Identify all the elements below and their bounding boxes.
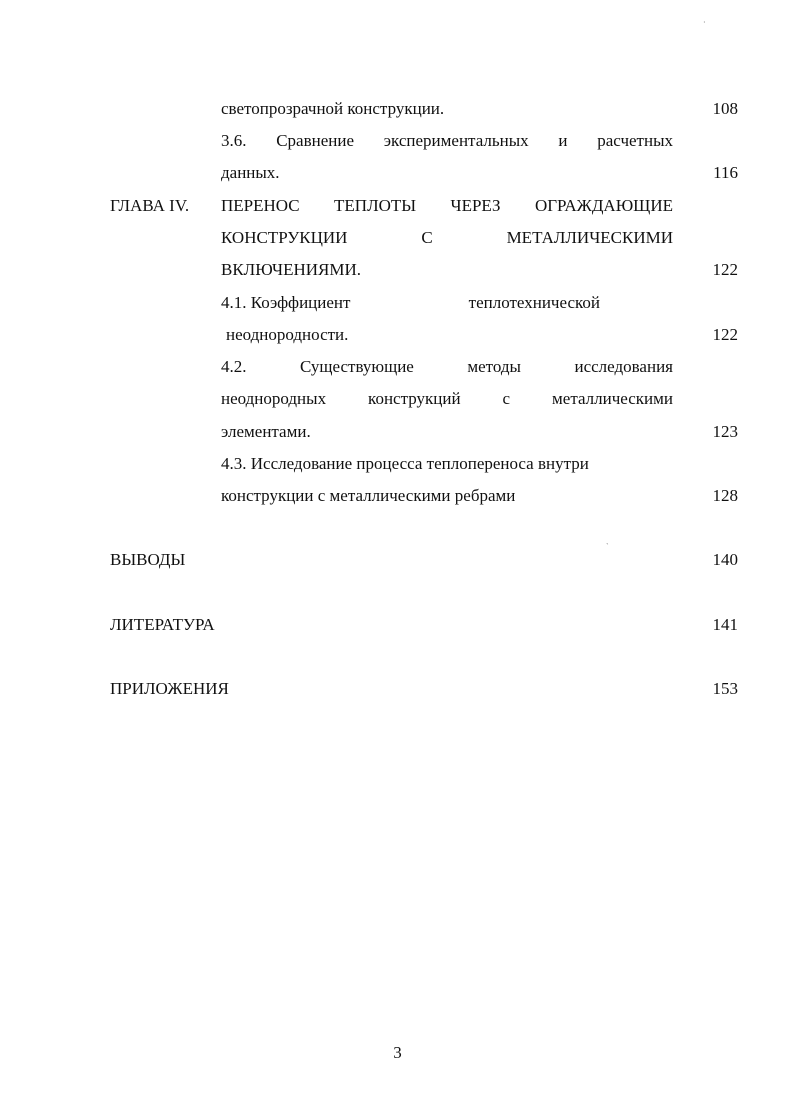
appendices-label: ПРИЛОЖЕНИЯ bbox=[110, 679, 229, 698]
toc-word: и bbox=[558, 131, 568, 150]
toc-entry-3-6-line1 bbox=[221, 130, 673, 152]
toc-entry-4-2-line2 bbox=[221, 388, 673, 410]
chapter-4-title-line1 bbox=[221, 195, 673, 217]
toc-word: ЧЕРЕЗ bbox=[450, 196, 501, 215]
toc-word: расчетных bbox=[597, 131, 673, 150]
toc-entry-4-2-line3: элементами. bbox=[221, 422, 311, 441]
chapter-4-label: ГЛАВА IV. bbox=[110, 196, 190, 215]
toc-word: экспериментальных bbox=[383, 131, 529, 150]
toc-entry-4-2-line1 bbox=[221, 356, 673, 378]
chapter-4-title-line3: ВКЛЮЧЕНИЯМИ. bbox=[221, 260, 362, 279]
toc-entry-3-5-page: 108 bbox=[712, 99, 738, 118]
toc-entry-3-6-page: 116 bbox=[713, 163, 738, 182]
footer-page-number: 3 bbox=[393, 1043, 402, 1062]
literature-label: ЛИТЕРАТУРА bbox=[110, 615, 215, 634]
chapter-4-page: 122 bbox=[712, 260, 738, 279]
toc-word: теплотехнической bbox=[468, 293, 600, 312]
toc-word: конструкций bbox=[368, 389, 461, 408]
scan-speck: ` bbox=[606, 542, 609, 551]
toc-entry-4-1-line1 bbox=[221, 292, 600, 314]
toc-word: 3.6. bbox=[221, 131, 247, 150]
toc-word: С bbox=[421, 228, 433, 247]
toc-entry-4-3-line1: 4.3. Исследование процесса теплопереноса внутри bbox=[221, 454, 589, 473]
toc-word: МЕТАЛЛИЧЕСКИМИ bbox=[506, 228, 673, 247]
toc-entry-4-1-page: 122 bbox=[712, 325, 738, 344]
toc-word: методы bbox=[467, 357, 521, 376]
chapter-4-title-line2 bbox=[221, 227, 673, 249]
scan-speck: · bbox=[703, 18, 706, 27]
conclusions-label: ВЫВОДЫ bbox=[110, 550, 186, 569]
toc-word: 4.1. Коэффициент bbox=[221, 293, 351, 312]
toc-word: Существующие bbox=[300, 357, 414, 376]
toc-word: исследования bbox=[574, 357, 673, 376]
toc-word: ТЕПЛОТЫ bbox=[334, 196, 417, 215]
appendices-page: 153 bbox=[712, 679, 738, 698]
toc-entry-3-5-text: светопрозрачной конструкции. bbox=[221, 99, 445, 118]
toc-word: Сравнение bbox=[276, 131, 355, 150]
toc-word: КОНСТРУКЦИИ bbox=[221, 228, 348, 247]
toc-entry-4-3-page: 128 bbox=[712, 486, 738, 505]
toc-word: 4.2. bbox=[221, 357, 247, 376]
literature-page: 141 bbox=[712, 615, 738, 634]
toc-word: с bbox=[502, 389, 511, 408]
toc-entry-3-6-line2: данных. bbox=[221, 163, 280, 182]
toc-word: металлическими bbox=[552, 389, 673, 408]
toc-word: ПЕРЕНОС bbox=[221, 196, 300, 215]
toc-word: ОГРАЖДАЮЩИЕ bbox=[534, 196, 673, 215]
conclusions-page: 140 bbox=[712, 550, 738, 569]
toc-entry-4-2-page: 123 bbox=[712, 422, 738, 441]
toc-word: неоднородных bbox=[221, 389, 327, 408]
toc-entry-4-1-line2: неоднородности. bbox=[226, 325, 349, 344]
toc-entry-4-3-line2: конструкции с металлическими ребрами bbox=[221, 486, 516, 505]
